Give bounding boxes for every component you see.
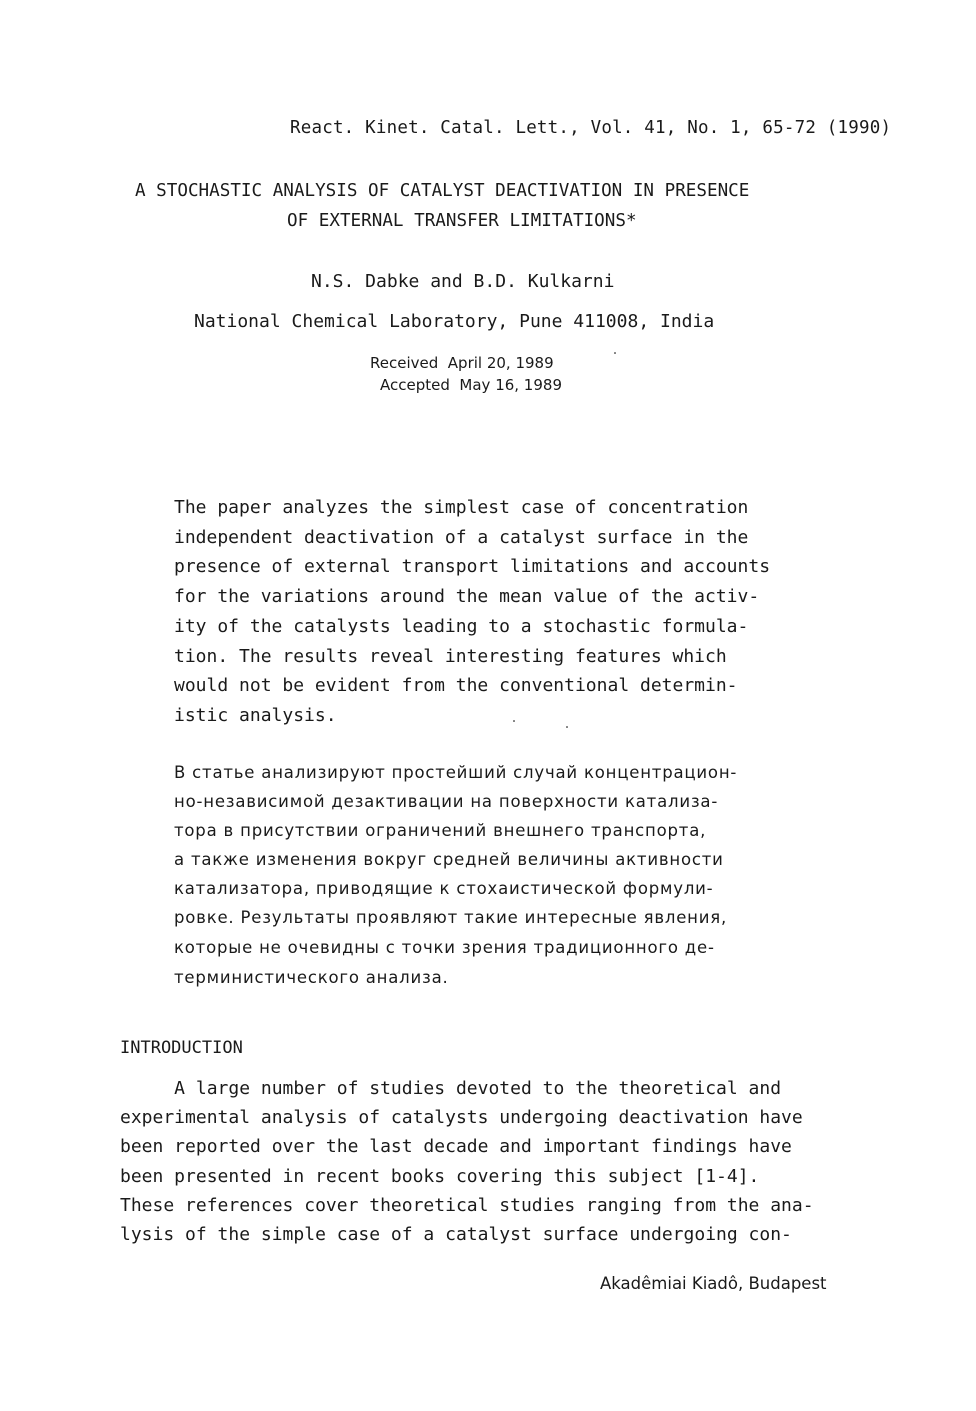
scan-speck [566, 726, 568, 728]
authors: N.S. Dabke and B.D. Kulkarni [311, 271, 615, 292]
abstract-ru-line: В статье анализируют простейший случай концентрацион- [174, 763, 738, 782]
abstract-ru-line: катализатора, приводящие к стохаистической формули- [174, 879, 714, 898]
abstract-ru-line: но-независимой дезактивации на поверхности катализа- [174, 792, 719, 811]
body-line: been presented in recent books covering this subject [1-4]. [120, 1166, 760, 1187]
abstract-en-line: ity of the catalysts leading to a stochastic formula- [174, 616, 749, 637]
abstract-en-line: presence of external transport limitations and accounts [174, 556, 771, 577]
body-line: These references cover theoretical studies ranging from the ana- [120, 1195, 814, 1216]
scan-speck [614, 352, 616, 354]
publisher-imprint: Akadêmiai Kiadô, Budapest [600, 1274, 827, 1293]
journal-reference: React. Kinet. Catal. Lett., Vol. 41, No. 1, 65-72 (1990) [290, 118, 892, 138]
title-line-1: A STOCHASTIC ANALYSIS OF CATALYST DEACTIVATION IN PRESENCE [135, 181, 750, 201]
abstract-ru-line: терминистического анализа. [174, 968, 449, 987]
scan-speck [513, 720, 515, 722]
body-line: A large number of studies devoted to the theoretical and [120, 1078, 782, 1099]
abstract-en-line: would not be evident from the conventional determin- [174, 675, 738, 696]
body-line: experimental analysis of catalysts undergoing deactivation have [120, 1107, 803, 1128]
abstract-en-line: tion. The results reveal interesting features which [174, 646, 727, 667]
abstract-en-line: independent deactivation of a catalyst surface in the [174, 527, 749, 548]
abstract-ru-line: а также изменения вокруг средней величины активности [174, 850, 724, 869]
abstract-ru-line: которые не очевидны с точки зрения традиционного де- [174, 938, 715, 957]
section-heading-introduction: INTRODUCTION [120, 1038, 243, 1058]
body-line: lysis of the simple case of a catalyst surface undergoing con- [120, 1224, 792, 1245]
abstract-ru-line: тора в присутствии ограничений внешнего транспорта, [174, 821, 707, 840]
abstract-en-line: The paper analyzes the simplest case of concentration [174, 497, 749, 518]
abstract-en-line: for the variations around the mean value of the activ- [174, 586, 760, 607]
abstract-ru-line: ровке. Результаты проявляют такие интересные явления, [174, 908, 728, 927]
body-line: been reported over the last decade and important findings have [120, 1136, 792, 1157]
title-line-2: OF EXTERNAL TRANSFER LIMITATIONS* [287, 211, 637, 231]
abstract-en-line: istic analysis. [174, 705, 337, 726]
received-date: Received April 20, 1989 [370, 354, 554, 372]
affiliation: National Chemical Laboratory, Pune 411008, India [194, 311, 715, 332]
accepted-date: Accepted May 16, 1989 [380, 376, 562, 394]
